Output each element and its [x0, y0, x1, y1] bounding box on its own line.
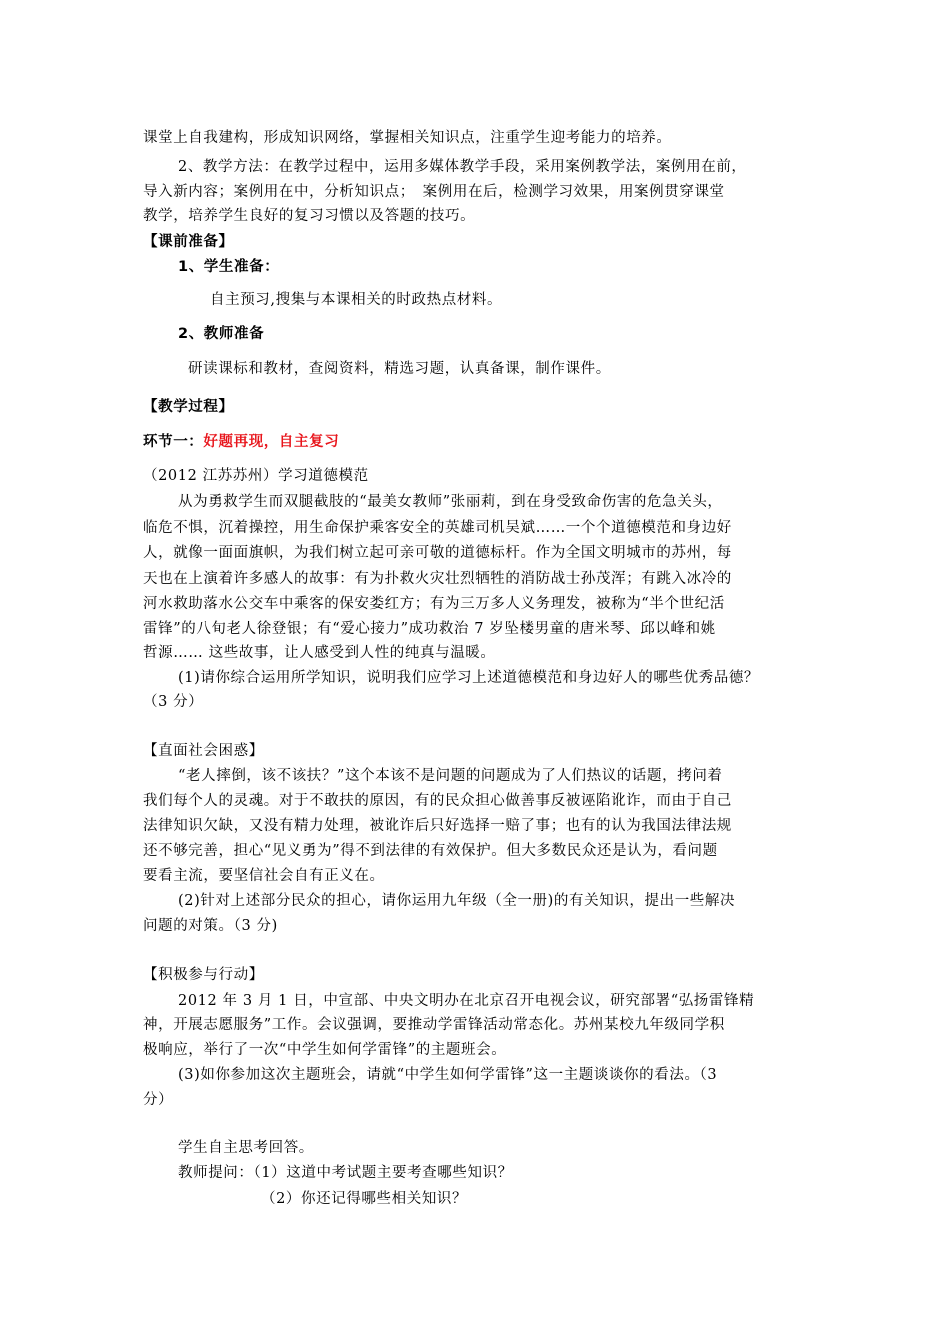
- case-paragraph-line: 法律知识欠缺，又没有精力处理，被讹诈后只好选择一赔了事；也有的认为我国法律法规: [143, 818, 732, 834]
- case-paragraph-line: 2012 年 3 月 1 日，中宣部、中央文明办在北京召开电视会议，研究部署“弘扬雷锋精: [178, 993, 755, 1009]
- case-paragraph-line: “老人摔倒，该不该扶？”这个本该不是问题的问题成为了人们热议的话题，拷问着: [178, 768, 723, 784]
- intro-line: 2、教学方法：在教学过程中，运用多媒体教学手段，采用案例教学法，案例用在前，: [178, 159, 747, 175]
- case-paragraph-line: 我们每个人的灵魂。对于不敢扶的原因，有的民众担心做善事反被诬陷讹诈，而由于自己: [143, 793, 732, 809]
- intro-line: 教学，培养学生良好的复习习惯以及答题的技巧。: [143, 208, 476, 224]
- intro-line: 导入新内容；案例用在中，分析知识点； 案例用在后，检测学习效果，用案例贯穿课堂: [143, 184, 725, 200]
- section-heading-social: 【直面社会困惑】: [143, 743, 264, 759]
- case-paragraph-line: 要看主流，要坚信社会自有正义在。: [143, 868, 385, 884]
- stage-one-label: 环节一：: [143, 434, 204, 450]
- case-source: （2012 江苏苏州）学习道德模范: [143, 468, 369, 484]
- case-paragraph-line: 哲源…… 这些故事，让人感受到人性的纯真与温暖。: [143, 645, 496, 661]
- case-paragraph-line: 天也在上演着许多感人的故事：有为扑救火灾壮烈牺牲的消防战士孙茂浑；有跳入冰冷的: [143, 571, 732, 587]
- intro-line: 课堂上自我建构，形成知识网络，掌握相关知识点，注重学生迎考能力的培养。: [143, 130, 672, 146]
- case-paragraph-line: 人，就像一面面旗帜，为我们树立起可亲可敬的道德标杆。作为全国文明城市的苏州，每: [143, 545, 732, 561]
- section-heading-action: 【积极参与行动】: [143, 967, 264, 983]
- question-two: (2)针对上述部分民众的担心，请你运用九年级（全一册)的有关知识，提出一些解决: [178, 893, 736, 909]
- teacher-prep-heading: 2、教师准备: [178, 326, 265, 342]
- question-three: (3)如你参加这次主题班会，请就“中学生如何学雷锋”这一主题谈谈你的看法。（3: [178, 1067, 718, 1083]
- case-paragraph-line: 极响应，举行了一次“中学生如何学雷锋”的主题班会。: [143, 1042, 507, 1058]
- student-prep-text: 自主预习,搜集与本课相关的时政热点材料。: [210, 292, 503, 308]
- question-three-score: 分）: [143, 1092, 174, 1108]
- question-two-line2: 问题的对策。（3 分): [143, 918, 278, 934]
- student-prep-heading: 1、学生准备：: [178, 259, 280, 275]
- case-paragraph-line: 雷锋”的八旬老人徐登银；有“爱心接力”成功救治 7 岁坠楼男童的唐米琴、邱以峰和姚: [143, 621, 716, 637]
- process-heading: 【教学过程】: [143, 399, 234, 415]
- question-one: (1)请你综合运用所学知识，说明我们应学习上述道德模范和身边好人的哪些优秀品德？: [178, 670, 760, 686]
- case-paragraph-line: 临危不惧，沉着操控，用生命保护乘客安全的英雄司机吴斌……一个个道德模范和身边好: [143, 520, 732, 536]
- question-one-score: （3 分）: [143, 694, 204, 710]
- prep-heading: 【课前准备】: [143, 234, 234, 250]
- teacher-question-1: 教师提问：（1）这道中考试题主要考查哪些知识？: [178, 1165, 513, 1181]
- case-paragraph-line: 从为勇救学生而双腿截肢的“最美女教师”张丽莉，到在身受致命伤害的危急关头，: [178, 494, 723, 510]
- student-answer-note: 学生自主思考回答。: [178, 1140, 314, 1156]
- stage-one-name: 好题再现，自主复习: [203, 434, 340, 450]
- teacher-question-2: （2）你还记得哪些相关知识？: [261, 1191, 468, 1207]
- case-paragraph-line: 河水救助落水公交车中乘客的保安娄红方；有为三万多人义务理发，被称为“半个世纪活: [143, 596, 725, 612]
- stage-one-title: [143, 432, 339, 452]
- teacher-prep-text: 研读课标和教材，查阅资料，精选习题，认真备课，制作课件。: [188, 361, 611, 377]
- case-paragraph-line: 神，开展志愿服务”工作。会议强调，要推动学雷锋活动常态化。苏州某校九年级同学积: [143, 1017, 725, 1033]
- case-paragraph-line: 还不够完善，担心“见义勇为”得不到法律的有效保护。但大多数民众还是认为，看问题: [143, 843, 718, 859]
